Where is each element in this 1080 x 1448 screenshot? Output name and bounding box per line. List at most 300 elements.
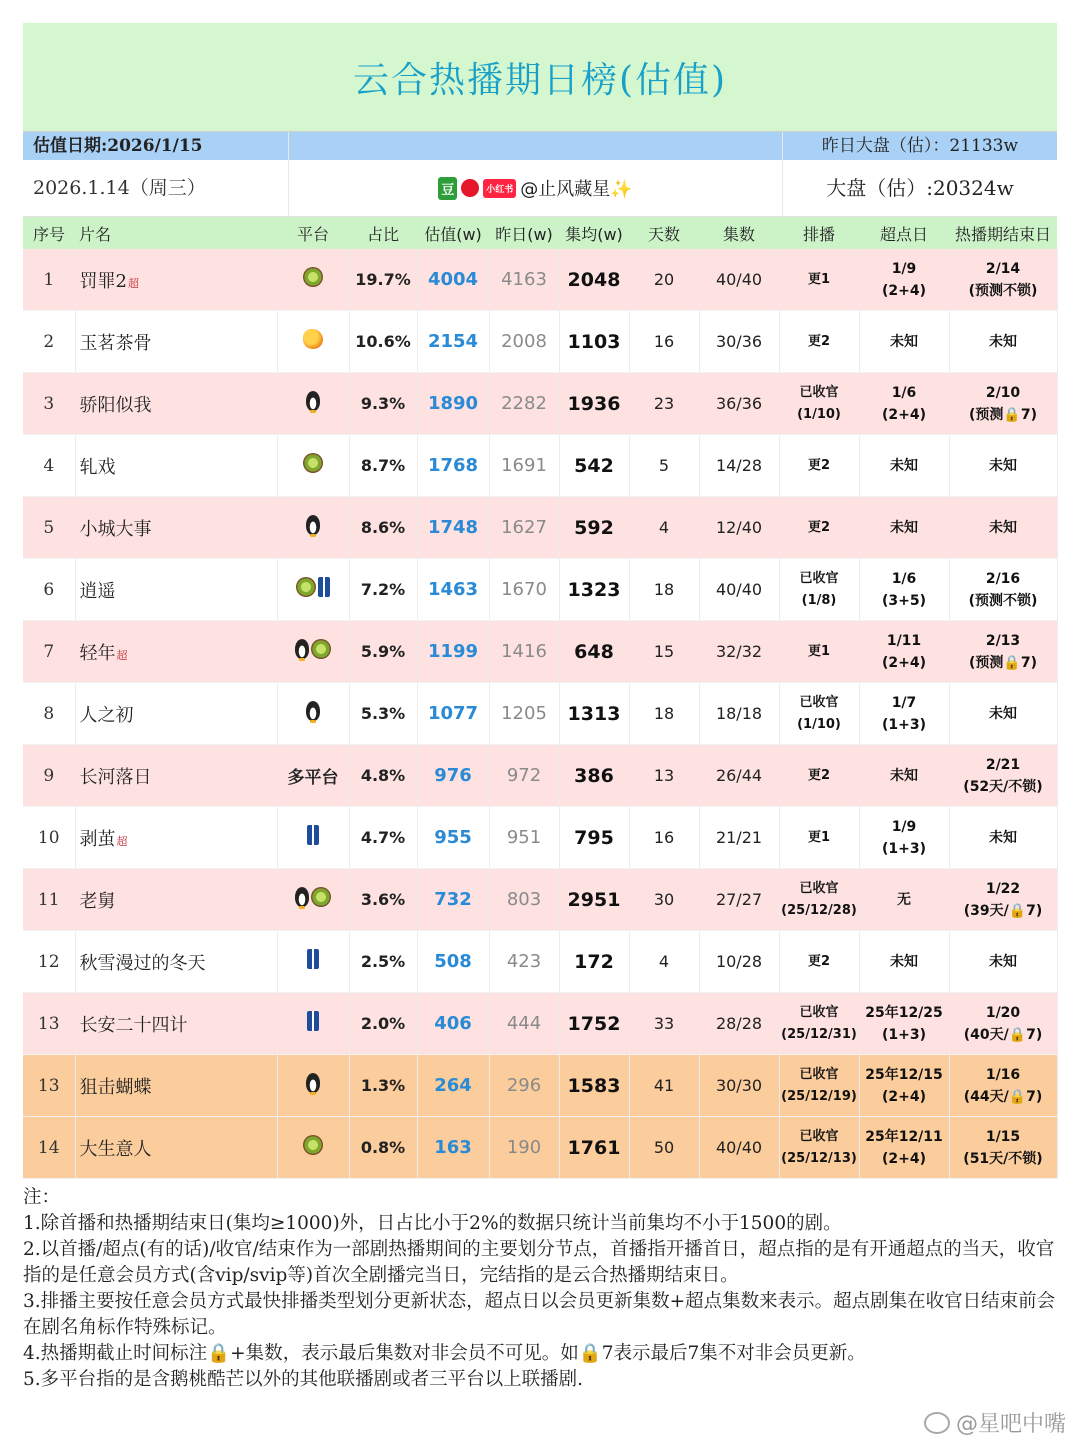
weibo-icon bbox=[461, 179, 479, 197]
platform-icons bbox=[303, 453, 323, 473]
episodes-cell: 40/40 bbox=[699, 559, 779, 621]
tencent-penguin-icon bbox=[295, 639, 309, 659]
mango-tv-icon bbox=[303, 329, 323, 349]
table-row bbox=[23, 373, 1057, 435]
end-date-cell-line: (预测🔒7) bbox=[969, 654, 1037, 671]
column-header: 排播 bbox=[779, 217, 859, 249]
title-cell bbox=[75, 807, 277, 869]
days-cell: 50 bbox=[629, 1117, 699, 1179]
episodes-cell: 10/28 bbox=[699, 931, 779, 993]
end-date-cell-line: (40天/🔒7) bbox=[963, 1026, 1043, 1043]
info-spacer bbox=[289, 132, 783, 160]
table-row bbox=[23, 435, 1057, 497]
column-header: 天数 bbox=[629, 217, 699, 249]
end-date-cell-line: (预测🔒7) bbox=[969, 406, 1037, 423]
platform-cell bbox=[277, 373, 349, 435]
peak-day-cell-line: 1/6 bbox=[891, 570, 917, 587]
title-cell bbox=[75, 869, 277, 931]
drama-title: 老舅 bbox=[79, 890, 116, 912]
column-header: 超点日 bbox=[859, 217, 949, 249]
days-cell: 33 bbox=[629, 993, 699, 1055]
platform-icons bbox=[288, 763, 339, 788]
days-cell: 4 bbox=[629, 931, 699, 993]
platform-icons bbox=[295, 887, 331, 907]
rank-cell: 5 bbox=[23, 497, 75, 559]
peak-day-cell bbox=[859, 1117, 949, 1179]
days-cell: 5 bbox=[629, 435, 699, 497]
estimate-cell: 1199 bbox=[417, 621, 489, 683]
end-date-cell-line: (52天/不锁) bbox=[963, 778, 1043, 795]
days-cell: 4 bbox=[629, 497, 699, 559]
note-line: 4.热播期截止时间标注🔒+集数，表示最后集数对非会员不可见。如🔒7表示最后7集不对非会员更新。 bbox=[23, 1343, 866, 1364]
schedule-cell-line: 更1 bbox=[807, 271, 831, 287]
drama-title: 轧戏 bbox=[79, 456, 116, 478]
table-row bbox=[23, 869, 1057, 931]
schedule-cell-line: 已收官 bbox=[799, 1128, 839, 1144]
episode-average-cell: 1752 bbox=[559, 993, 629, 1055]
episodes-cell: 14/28 bbox=[699, 435, 779, 497]
rank-cell: 13 bbox=[23, 993, 75, 1055]
table-row bbox=[23, 807, 1057, 869]
end-date-cell bbox=[949, 621, 1057, 683]
end-date-cell-line: 2/16 bbox=[985, 570, 1021, 587]
schedule-cell-line: 已收官 bbox=[799, 1004, 839, 1020]
drama-title: 长安二十四计 bbox=[79, 1014, 188, 1036]
note-line: 3.排播主要按任意会员方式最快排播类型划分更新状态，超点日以会员更新集数+超点集数来表示。超点剧集在收官日结束前会在剧名角标作特殊标记。 bbox=[23, 1291, 1056, 1338]
platform-icons bbox=[295, 639, 331, 659]
end-date-cell-line: 2/14 bbox=[985, 260, 1021, 277]
yesterday-cell: 423 bbox=[489, 931, 559, 993]
schedule-cell-line: 更2 bbox=[807, 767, 831, 783]
yesterday-total: 昨日大盘（估）：21133w bbox=[821, 136, 1019, 156]
yesterday-cell: 1627 bbox=[489, 497, 559, 559]
episode-average-cell: 592 bbox=[559, 497, 629, 559]
tencent-penguin-icon bbox=[306, 391, 320, 411]
peak-day-cell-line: 未知 bbox=[890, 519, 918, 536]
estimate-cell: 1748 bbox=[417, 497, 489, 559]
schedule-cell bbox=[779, 373, 859, 435]
platform-cell bbox=[277, 745, 349, 807]
platform-icons bbox=[306, 515, 320, 535]
schedule-cell-line: 更2 bbox=[807, 953, 831, 969]
yesterday-cell: 1691 bbox=[489, 435, 559, 497]
platform-icons bbox=[303, 1135, 323, 1155]
estimate-cell: 1768 bbox=[417, 435, 489, 497]
drama-title: 玉茗茶骨 bbox=[79, 332, 152, 354]
rank-cell: 10 bbox=[23, 807, 75, 869]
drama-title: 逍遥 bbox=[79, 580, 116, 602]
yesterday-cell: 2282 bbox=[489, 373, 559, 435]
end-date-cell-line: 未知 bbox=[989, 333, 1017, 350]
yesterday-cell: 190 bbox=[489, 1117, 559, 1179]
peak-day-cell-line: (2+4) bbox=[881, 1150, 926, 1167]
peak-day-cell-line: 1/7 bbox=[891, 694, 917, 711]
schedule-cell bbox=[779, 497, 859, 559]
schedule-cell bbox=[779, 311, 859, 373]
table-row bbox=[23, 1055, 1057, 1117]
rank-cell: 14 bbox=[23, 1117, 75, 1179]
yesterday-cell: 1670 bbox=[489, 559, 559, 621]
title-cell bbox=[75, 1055, 277, 1117]
share-cell: 19.7% bbox=[349, 249, 417, 311]
drama-title: 人之初 bbox=[79, 704, 134, 726]
rank-cell: 11 bbox=[23, 869, 75, 931]
peak-day-cell-line: 1/9 bbox=[891, 260, 917, 277]
end-date-cell bbox=[949, 993, 1057, 1055]
schedule-cell bbox=[779, 931, 859, 993]
schedule-cell bbox=[779, 1055, 859, 1117]
schedule-cell bbox=[779, 621, 859, 683]
episodes-cell: 36/36 bbox=[699, 373, 779, 435]
episodes-cell: 18/18 bbox=[699, 683, 779, 745]
title-cell bbox=[75, 373, 277, 435]
schedule-cell-line: 已收官 bbox=[799, 570, 839, 586]
xiaohongshu-icon: 小红书 bbox=[483, 179, 516, 198]
peak-day-cell bbox=[859, 807, 949, 869]
ranking-table bbox=[23, 217, 1058, 1179]
weibo-logo-icon bbox=[924, 1412, 950, 1434]
platform-icons bbox=[296, 577, 330, 597]
table-row bbox=[23, 249, 1057, 311]
rank-cell: 8 bbox=[23, 683, 75, 745]
end-date-cell bbox=[949, 1055, 1057, 1117]
platform-cell bbox=[277, 621, 349, 683]
share-cell: 4.7% bbox=[349, 807, 417, 869]
rank-cell: 6 bbox=[23, 559, 75, 621]
table-row bbox=[23, 311, 1057, 373]
end-date-cell-line: (预测不锁) bbox=[968, 282, 1038, 299]
share-cell: 2.5% bbox=[349, 931, 417, 993]
peak-day-cell-line: (1+3) bbox=[881, 840, 926, 857]
days-cell: 18 bbox=[629, 683, 699, 745]
schedule-cell bbox=[779, 1117, 859, 1179]
yesterday-cell: 803 bbox=[489, 869, 559, 931]
days-cell: 15 bbox=[629, 621, 699, 683]
column-header: 估值(w) bbox=[417, 217, 489, 249]
peak-day-cell bbox=[859, 311, 949, 373]
days-cell: 41 bbox=[629, 1055, 699, 1117]
episodes-cell: 27/27 bbox=[699, 869, 779, 931]
platform-cell bbox=[277, 249, 349, 311]
platform-cell bbox=[277, 559, 349, 621]
ranking-sheet bbox=[23, 23, 1057, 1179]
iqiyi-kiwi-icon bbox=[296, 577, 316, 597]
end-date-cell bbox=[949, 1117, 1057, 1179]
schedule-cell bbox=[779, 807, 859, 869]
platform-cell bbox=[277, 1055, 349, 1117]
column-header: 热播期结束日 bbox=[949, 217, 1057, 249]
peak-day-cell bbox=[859, 621, 949, 683]
douban-icon: 豆 bbox=[438, 177, 457, 200]
schedule-cell bbox=[779, 435, 859, 497]
iqiyi-kiwi-icon bbox=[311, 887, 331, 907]
info-row-1 bbox=[23, 131, 1057, 160]
platform-icons bbox=[306, 701, 320, 721]
estimate-cell: 406 bbox=[417, 993, 489, 1055]
peak-day-cell-line: 1/6 bbox=[891, 384, 917, 401]
peak-day-cell-line: 未知 bbox=[890, 333, 918, 350]
rank-cell: 4 bbox=[23, 435, 75, 497]
share-cell: 3.6% bbox=[349, 869, 417, 931]
peak-day-cell-line: (2+4) bbox=[881, 654, 926, 671]
schedule-cell-line: 更2 bbox=[807, 519, 831, 535]
share-cell: 8.7% bbox=[349, 435, 417, 497]
platform-icons bbox=[303, 329, 323, 349]
note-line: 2.以首播/超点(有的话)/收官/结束作为一部剧热播期间的主要划分节点，首播指开播首日，超点指的是有开通超点的当天，收官指的是任意会员方式(含vip/svip等)首次全剧播完当日，完结指的是云合热播期结束日。 bbox=[23, 1239, 1055, 1286]
table-row bbox=[23, 621, 1057, 683]
rank-cell: 7 bbox=[23, 621, 75, 683]
episode-average-cell: 386 bbox=[559, 745, 629, 807]
schedule-cell-line: 已收官 bbox=[799, 1066, 839, 1082]
estimate-cell: 732 bbox=[417, 869, 489, 931]
platform-icons bbox=[307, 1011, 319, 1031]
episodes-cell: 32/32 bbox=[699, 621, 779, 683]
share-cell: 8.6% bbox=[349, 497, 417, 559]
page-title: 云合热播期日榜(估值) bbox=[352, 59, 728, 101]
episode-average-cell: 1761 bbox=[559, 1117, 629, 1179]
episode-average-cell: 1583 bbox=[559, 1055, 629, 1117]
end-date-cell bbox=[949, 683, 1057, 745]
schedule-cell-line: 更1 bbox=[807, 643, 831, 659]
end-date-cell bbox=[949, 807, 1057, 869]
peak-day-cell-line: 25年12/25 bbox=[865, 1004, 943, 1021]
peak-day-cell bbox=[859, 249, 949, 311]
schedule-cell-line: (25/12/31) bbox=[781, 1026, 857, 1042]
days-cell: 30 bbox=[629, 869, 699, 931]
iqiyi-kiwi-icon bbox=[303, 453, 323, 473]
peak-day-cell-line: (2+4) bbox=[881, 1088, 926, 1105]
end-date-cell bbox=[949, 373, 1057, 435]
platform-icons bbox=[307, 825, 319, 845]
episode-average-cell: 2951 bbox=[559, 869, 629, 931]
end-date-cell-line: 2/13 bbox=[985, 632, 1021, 649]
report-date: 2026.1.14（周三） bbox=[23, 160, 289, 216]
peak-day-cell-line: 未知 bbox=[890, 457, 918, 474]
note-line: 1.除首播和热播期结束日(集均≥1000)外，日占比小于2%的数据只统计当前集均不小于1500的剧。 bbox=[23, 1213, 842, 1234]
estimate-cell: 2154 bbox=[417, 311, 489, 373]
table-row bbox=[23, 993, 1057, 1055]
schedule-cell bbox=[779, 993, 859, 1055]
episode-average-cell: 1103 bbox=[559, 311, 629, 373]
platform-cell bbox=[277, 993, 349, 1055]
episode-average-cell: 542 bbox=[559, 435, 629, 497]
yesterday-cell: 1416 bbox=[489, 621, 559, 683]
youku-jeans-icon bbox=[307, 949, 319, 969]
youku-jeans-icon bbox=[307, 825, 319, 845]
platform-cell bbox=[277, 435, 349, 497]
iqiyi-kiwi-icon bbox=[303, 1135, 323, 1155]
drama-title: 秋雪漫过的冬天 bbox=[79, 952, 206, 974]
platform-icons bbox=[306, 1073, 320, 1093]
end-date-cell-line: (51天/不锁) bbox=[963, 1150, 1043, 1167]
drama-title: 剥茧 bbox=[79, 828, 116, 850]
table-row bbox=[23, 745, 1057, 807]
peak-day-cell-line: 25年12/15 bbox=[865, 1066, 943, 1083]
share-cell: 9.3% bbox=[349, 373, 417, 435]
superpoint-mark: 超 bbox=[116, 834, 128, 848]
end-date-cell-line: 未知 bbox=[989, 953, 1017, 970]
end-date-cell-line: 1/20 bbox=[985, 1004, 1021, 1021]
tencent-penguin-icon bbox=[295, 887, 309, 907]
end-date-cell bbox=[949, 311, 1057, 373]
note-line: 5.多平台指的是含鹅桃酷芒以外的其他联播剧或者三平台以上联播剧. bbox=[23, 1369, 584, 1390]
end-date-cell-line: 1/15 bbox=[985, 1128, 1021, 1145]
episodes-cell: 30/30 bbox=[699, 1055, 779, 1117]
schedule-cell-line: (1/10) bbox=[797, 716, 841, 732]
estimate-cell: 955 bbox=[417, 807, 489, 869]
watermark-text: @星吧中嘴 bbox=[955, 1412, 1066, 1437]
schedule-cell-line: 已收官 bbox=[799, 384, 839, 400]
yesterday-cell: 972 bbox=[489, 745, 559, 807]
schedule-cell bbox=[779, 249, 859, 311]
platform-cell bbox=[277, 807, 349, 869]
column-header: 序号 bbox=[23, 217, 75, 249]
drama-title: 狙击蝴蝶 bbox=[79, 1076, 152, 1098]
end-date-cell-line: (44天/🔒7) bbox=[963, 1088, 1043, 1105]
end-date-cell bbox=[949, 249, 1057, 311]
title-cell bbox=[75, 435, 277, 497]
tencent-penguin-icon bbox=[306, 1073, 320, 1093]
yesterday-cell: 2008 bbox=[489, 311, 559, 373]
share-cell: 5.9% bbox=[349, 621, 417, 683]
schedule-cell bbox=[779, 745, 859, 807]
title-cell bbox=[75, 683, 277, 745]
drama-title: 轻年 bbox=[79, 642, 116, 664]
schedule-cell-line: (25/12/13) bbox=[781, 1150, 857, 1166]
peak-day-cell-line: (1+3) bbox=[881, 716, 926, 733]
estimate-cell: 4004 bbox=[417, 249, 489, 311]
rank-cell: 1 bbox=[23, 249, 75, 311]
title-cell bbox=[75, 621, 277, 683]
share-cell: 1.3% bbox=[349, 1055, 417, 1117]
peak-day-cell bbox=[859, 559, 949, 621]
platform-cell bbox=[277, 869, 349, 931]
superpoint-mark: 超 bbox=[116, 648, 128, 662]
drama-title: 骄阳似我 bbox=[79, 394, 152, 416]
schedule-cell bbox=[779, 869, 859, 931]
peak-day-cell bbox=[859, 497, 949, 559]
days-cell: 23 bbox=[629, 373, 699, 435]
peak-day-cell bbox=[859, 993, 949, 1055]
end-date-cell-line: 未知 bbox=[989, 519, 1017, 536]
column-header: 平台 bbox=[277, 217, 349, 249]
end-date-cell bbox=[949, 435, 1057, 497]
episodes-cell: 26/44 bbox=[699, 745, 779, 807]
estimate-cell: 1890 bbox=[417, 373, 489, 435]
end-date-cell bbox=[949, 745, 1057, 807]
youku-jeans-icon bbox=[307, 1011, 319, 1031]
column-header: 昨日(w) bbox=[489, 217, 559, 249]
days-cell: 13 bbox=[629, 745, 699, 807]
estimate-cell: 508 bbox=[417, 931, 489, 993]
schedule-cell-line: 更1 bbox=[807, 829, 831, 845]
episode-average-cell: 795 bbox=[559, 807, 629, 869]
yesterday-cell: 951 bbox=[489, 807, 559, 869]
end-date-cell-line: 未知 bbox=[989, 705, 1017, 722]
episodes-cell: 40/40 bbox=[699, 1117, 779, 1179]
title-cell bbox=[75, 311, 277, 373]
table-row bbox=[23, 497, 1057, 559]
end-date-cell-line: 未知 bbox=[989, 829, 1017, 846]
table-header bbox=[23, 217, 1057, 249]
episode-average-cell: 648 bbox=[559, 621, 629, 683]
superpoint-mark: 超 bbox=[127, 276, 139, 290]
yesterday-cell: 4163 bbox=[489, 249, 559, 311]
end-date-cell-line: (预测不锁) bbox=[968, 592, 1038, 609]
peak-day-cell-line: 未知 bbox=[890, 767, 918, 784]
drama-title: 小城大事 bbox=[79, 518, 152, 540]
end-date-cell bbox=[949, 869, 1057, 931]
title-cell bbox=[75, 559, 277, 621]
platform-cell bbox=[277, 1117, 349, 1179]
title-cell bbox=[75, 745, 277, 807]
episodes-cell: 12/40 bbox=[699, 497, 779, 559]
schedule-cell bbox=[779, 559, 859, 621]
column-header: 占比 bbox=[349, 217, 417, 249]
platform-cell bbox=[277, 311, 349, 373]
peak-day-cell-line: (2+4) bbox=[881, 282, 926, 299]
end-date-cell-line: 2/21 bbox=[985, 756, 1021, 773]
iqiyi-kiwi-icon bbox=[303, 267, 323, 287]
estimate-cell: 264 bbox=[417, 1055, 489, 1117]
end-date-cell bbox=[949, 931, 1057, 993]
drama-title: 罚罪2 bbox=[79, 270, 127, 292]
platform-cell bbox=[277, 497, 349, 559]
days-cell: 16 bbox=[629, 311, 699, 373]
tencent-penguin-icon bbox=[306, 701, 320, 721]
end-date-cell-line: 2/10 bbox=[985, 384, 1021, 401]
title-bar bbox=[23, 23, 1057, 131]
estimate-cell: 976 bbox=[417, 745, 489, 807]
episode-average-cell: 1936 bbox=[559, 373, 629, 435]
episodes-cell: 28/28 bbox=[699, 993, 779, 1055]
share-cell: 2.0% bbox=[349, 993, 417, 1055]
title-cell bbox=[75, 249, 277, 311]
episodes-cell: 30/36 bbox=[699, 311, 779, 373]
title-cell bbox=[75, 931, 277, 993]
peak-day-cell bbox=[859, 683, 949, 745]
platform-cell bbox=[277, 931, 349, 993]
schedule-cell-line: (1/8) bbox=[801, 592, 837, 608]
share-cell: 0.8% bbox=[349, 1117, 417, 1179]
yesterday-cell: 444 bbox=[489, 993, 559, 1055]
watermark bbox=[924, 1407, 1066, 1438]
note-line: 注： bbox=[23, 1187, 61, 1208]
yesterday-cell: 1205 bbox=[489, 683, 559, 745]
title-cell bbox=[75, 497, 277, 559]
rank-cell: 3 bbox=[23, 373, 75, 435]
table-row bbox=[23, 683, 1057, 745]
notes bbox=[23, 1185, 1063, 1393]
tencent-penguin-icon bbox=[306, 515, 320, 535]
iqiyi-kiwi-icon bbox=[311, 639, 331, 659]
peak-day-cell bbox=[859, 1055, 949, 1117]
peak-day-cell bbox=[859, 869, 949, 931]
column-header: 集均(w) bbox=[559, 217, 629, 249]
platform-icons bbox=[307, 949, 319, 969]
peak-day-cell-line: (2+4) bbox=[881, 406, 926, 423]
estimate-date: 估值日期:2026/1/15 bbox=[23, 132, 289, 160]
schedule-cell-line: (25/12/28) bbox=[781, 902, 857, 918]
youku-jeans-icon bbox=[318, 577, 330, 597]
share-cell: 7.2% bbox=[349, 559, 417, 621]
peak-day-cell bbox=[859, 373, 949, 435]
days-cell: 18 bbox=[629, 559, 699, 621]
end-date-cell-line: 1/16 bbox=[985, 1066, 1021, 1083]
drama-title: 长河落日 bbox=[79, 766, 152, 788]
peak-day-cell-line: 无 bbox=[897, 891, 911, 908]
schedule-cell-line: (1/10) bbox=[797, 406, 841, 422]
